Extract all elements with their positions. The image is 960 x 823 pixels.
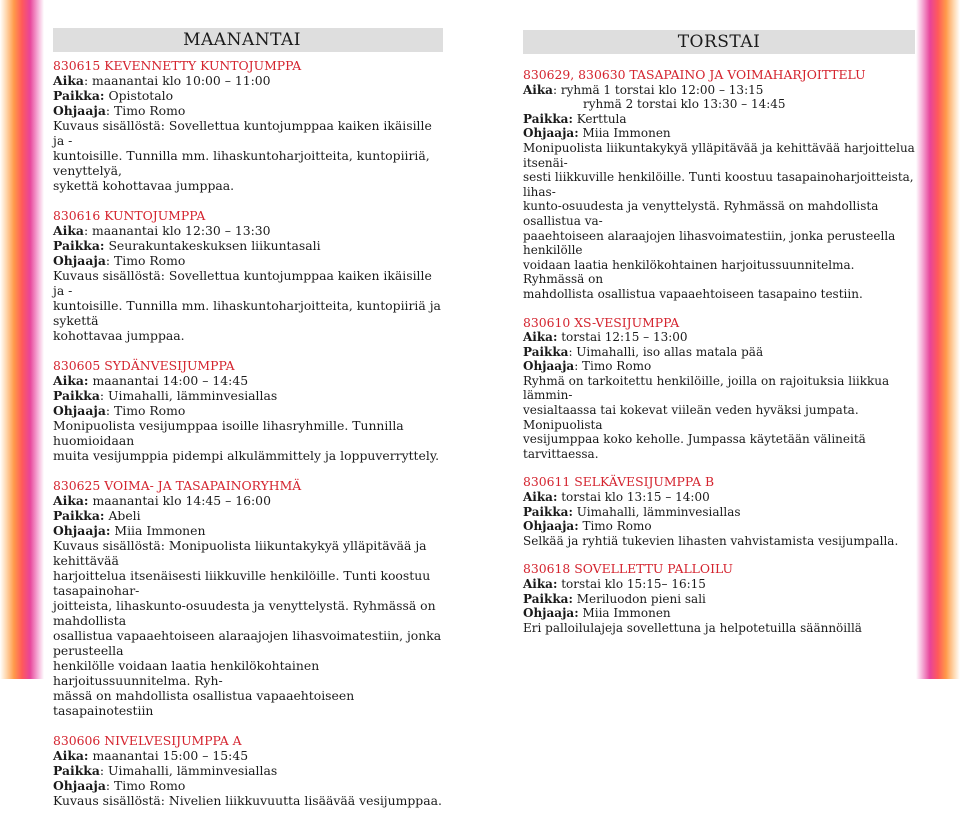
- detail-value: : Uimahalli, lämminvesiallas: [99, 388, 278, 403]
- detail-value: : maanantai klo 10:00 – 11:00: [83, 73, 271, 88]
- detail-label: Ohjaaja: [53, 103, 106, 118]
- course-block: [523, 475, 915, 548]
- course-title: 830615 KEVENNETTY KUNTOJUMPPA: [53, 58, 302, 73]
- detail-value: Miia Immonen: [578, 126, 671, 141]
- course-description-line: kunto-osuudesta ja venyttelystä. Ryhmässä on mahdollista osallistua va-: [523, 199, 879, 228]
- course-detail-line: [53, 778, 443, 793]
- course-detail-line: [523, 97, 915, 112]
- course-description-line: mahdollista osallistua vapaaehtoiseen tasapaino testiin.: [523, 286, 863, 301]
- detail-label: Ohjaaja: [523, 359, 575, 374]
- course-title: 830605 SYDÄNVESIJUMPPA: [53, 358, 235, 373]
- detail-label: Ohjaaja:: [53, 523, 111, 538]
- course-block: [53, 208, 443, 343]
- course-detail-line: [523, 577, 915, 592]
- detail-label: Paikka:: [523, 111, 573, 126]
- course-detail-line: [53, 748, 443, 763]
- detail-value: maanantai 14:00 – 14:45: [88, 373, 249, 388]
- detail-label: Aika:: [523, 490, 558, 505]
- course-description-line: vesijumppaa koko keholle. Jumpassa käytetään välineitä tarvittaessa.: [523, 432, 866, 461]
- detail-value: Meriluodon pieni sali: [572, 591, 706, 606]
- detail-value: : Timo Romo: [105, 103, 186, 118]
- detail-value: : maanantai klo 12:30 – 13:30: [83, 223, 271, 238]
- detail-label: Paikka:: [523, 504, 573, 519]
- course-detail-line: [53, 103, 443, 118]
- course-description-line: Kuvaus sisällöstä: Nivelien liikkuvuutta lisäävää vesijumppaa.: [53, 793, 442, 808]
- detail-label: Paikka:: [523, 591, 573, 606]
- course-description-line: Kuvaus sisällöstä: Sovellettua kuntojumppaa kaiken ikäisille ja -: [53, 268, 432, 298]
- detail-value: Miia Immonen: [578, 606, 671, 621]
- course-description-line: Kuvaus sisällöstä: Sovellettua kuntojumppaa kaiken ikäisille ja -: [53, 118, 432, 148]
- detail-value: torstai klo 15:15– 16:15: [557, 577, 706, 591]
- course-title: 830611 SELKÄVESIJUMPPA B: [523, 474, 715, 490]
- detail-value: : Uimahalli, iso allas matala pää: [568, 344, 764, 359]
- detail-value: Kerttula: [572, 111, 627, 126]
- detail-label: Paikka:: [53, 88, 105, 103]
- detail-value: : Timo Romo: [105, 253, 186, 268]
- course-description-line: kohottavaa jumppaa.: [53, 328, 185, 343]
- detail-value: Abeli: [104, 508, 141, 523]
- detail-value: torstai klo 13:15 – 14:00: [557, 490, 710, 505]
- detail-value: Miia Immonen: [110, 523, 206, 538]
- course-detail-line: [53, 73, 443, 88]
- detail-value: : Uimahalli, lämminvesiallas: [99, 763, 278, 778]
- course-description-line: Eri palloilulajeja sovellettuna ja helpotetuilla säännöillä: [523, 620, 862, 635]
- course-description-line: harjoittelua itsenäisesti liikkuville henkilöille. Tunti koostuu tasapainohar-: [53, 568, 431, 598]
- monday-course-list: [53, 58, 443, 808]
- detail-label: Paikka:: [53, 238, 105, 253]
- detail-label: Aika: [53, 223, 84, 238]
- course-detail-line: [53, 493, 443, 508]
- detail-value: ryhmä 2 torstai klo 13:30 – 14:45: [583, 97, 786, 112]
- detail-label: Paikka: [53, 763, 100, 778]
- detail-value: : Timo Romo: [105, 778, 186, 793]
- course-block: [53, 733, 443, 808]
- detail-label: Paikka: [523, 344, 569, 359]
- detail-label: Ohjaaja:: [523, 606, 579, 621]
- course-detail-line: [523, 490, 915, 505]
- detail-value: Uimahalli, lämminvesiallas: [572, 504, 741, 519]
- course-detail-line: [53, 763, 443, 778]
- thursday-column: [523, 0, 915, 649]
- right-gradient-stripe: [916, 0, 960, 679]
- detail-value: maanantai 15:00 – 15:45: [88, 748, 249, 763]
- course-block: [53, 58, 443, 193]
- course-description-line: vesialtaassa tai kokevat viileän veden hyväksi jumpata. Monipuolista: [523, 403, 859, 432]
- course-detail-line: [53, 238, 443, 253]
- course-title: 830606 NIVELVESIJUMPPA A: [53, 733, 242, 748]
- course-description-line: mässä on mahdollista osallistua vapaaehtoiseen tasapainotestiin: [53, 688, 355, 718]
- detail-label: Aika:: [523, 577, 558, 591]
- detail-value: Seurakuntakeskuksen liikuntasali: [104, 238, 321, 253]
- detail-label: Aika: [53, 73, 84, 88]
- detail-label: Ohjaaja:: [523, 519, 579, 534]
- course-block: [53, 478, 443, 718]
- detail-label: Aika:: [53, 493, 89, 508]
- detail-label: Ohjaaja:: [523, 126, 579, 141]
- course-detail-line: [523, 112, 915, 127]
- course-detail-line: [523, 505, 915, 520]
- course-detail-line: [523, 519, 915, 534]
- course-block: [523, 316, 915, 462]
- course-description-line: paaehtoiseen alaraajojen lihasvoimatestiin, jonka perusteella henkilölle: [523, 228, 896, 258]
- course-description-line: kuntoisille. Tunnilla mm. lihaskuntoharjoitteita, kuntopiiriä, venyttelyä,: [53, 148, 430, 178]
- course-title: 830618 SOVELLETTU PALLOILU: [523, 561, 733, 577]
- thursday-course-list: [523, 68, 915, 635]
- course-description-line: muita vesijumppia pidempi alkulämmittely ja loppuverryttely.: [53, 448, 440, 463]
- left-gradient-stripe: [0, 0, 44, 679]
- course-title: 830616 KUNTOJUMPPA: [53, 208, 206, 223]
- course-detail-line: [53, 223, 443, 238]
- thursday-heading: TORSTAI: [523, 30, 915, 54]
- detail-label: Aika:: [53, 373, 89, 388]
- detail-label: Ohjaaja: [53, 778, 106, 793]
- course-detail-line: [523, 606, 915, 621]
- detail-value: Opistotalo: [104, 88, 174, 103]
- course-description-line: Ryhmä on tarkoitettu henkilöille, joilla on rajoituksia liikkua lämmin-: [523, 373, 890, 403]
- detail-label: Paikka: [53, 388, 100, 403]
- monday-column: [53, 0, 443, 823]
- course-detail-line: [53, 373, 443, 388]
- course-title: 830629, 830630 TASAPAINO JA VOIMAHARJOITTELU: [523, 67, 866, 82]
- detail-label: Ohjaaja: [53, 403, 106, 418]
- detail-value: : ryhmä 1 torstai klo 12:00 – 13:15: [552, 82, 764, 97]
- detail-label: Ohjaaja: [53, 253, 106, 268]
- detail-label: Aika: [523, 82, 553, 97]
- course-detail-line: [523, 592, 915, 607]
- course-description-line: osallistua vapaaehtoiseen alaraajojen lihasvoimatestiin, jonka perusteella: [53, 628, 442, 658]
- course-description-line: Selkää ja ryhtiä tukevien lihasten vahvistamista vesijumpalla.: [523, 533, 899, 548]
- course-description-line: sesti liikkuville henkilöille. Tunti koostuu tasapainoharjoitteista, lihas-: [523, 170, 914, 199]
- course-description-line: sykettä kohottavaa jumppaa.: [53, 178, 235, 193]
- course-detail-line: [53, 388, 443, 403]
- course-detail-line: [523, 359, 915, 374]
- course-description-line: Monipuolista vesijumppaa isoille lihasryhmille. Tunnilla huomioidaan: [53, 418, 404, 448]
- course-detail-line: [523, 330, 915, 345]
- detail-value: Timo Romo: [578, 519, 652, 534]
- detail-label: Paikka:: [53, 508, 105, 523]
- course-description-line: joitteista, lihaskunto-osuudesta ja venyttelystä. Ryhmässä on mahdollista: [53, 598, 436, 628]
- detail-value: maanantai klo 14:45 – 16:00: [88, 493, 271, 508]
- monday-heading: MAANANTAI: [53, 28, 443, 52]
- course-detail-line: [53, 253, 443, 268]
- detail-value: : Timo Romo: [574, 359, 652, 374]
- course-detail-line: [53, 403, 443, 418]
- course-description-line: Kuvaus sisällöstä: Monipuolista liikuntakykyä ylläpitävää ja kehittävää: [53, 538, 427, 568]
- course-description-line: voidaan laatia henkilökohtainen harjoitussuunnitelma. Ryhmässä on: [523, 257, 855, 287]
- course-title: 830625 VOIMA- JA TASAPAINORYHMÄ: [53, 478, 302, 493]
- course-block: [523, 68, 915, 302]
- course-description-line: Monipuolista liikuntakykyä ylläpitävää ja kehittävää harjoittelua itsenäi-: [523, 140, 915, 170]
- course-detail-line: [53, 508, 443, 523]
- course-description-line: henkilölle voidaan laatia henkilökohtainen harjoitussuunnitelma. Ryh-: [53, 658, 320, 688]
- detail-value: : Timo Romo: [105, 403, 186, 418]
- course-block: [523, 562, 915, 635]
- course-detail-line: [523, 83, 915, 98]
- detail-label: Aika:: [523, 330, 558, 345]
- course-detail-line: [523, 126, 915, 141]
- course-title: 830610 XS-VESIJUMPPA: [523, 314, 680, 330]
- course-description-line: kuntoisille. Tunnilla mm. lihaskuntoharjoitteita, kuntopiiriä ja sykettä: [53, 298, 441, 328]
- detail-value: torstai 12:15 – 13:00: [557, 330, 688, 345]
- course-detail-line: [523, 345, 915, 360]
- course-block: [53, 358, 443, 463]
- course-detail-line: [53, 88, 443, 103]
- course-detail-line: [53, 523, 443, 538]
- detail-label: Aika:: [53, 748, 89, 763]
